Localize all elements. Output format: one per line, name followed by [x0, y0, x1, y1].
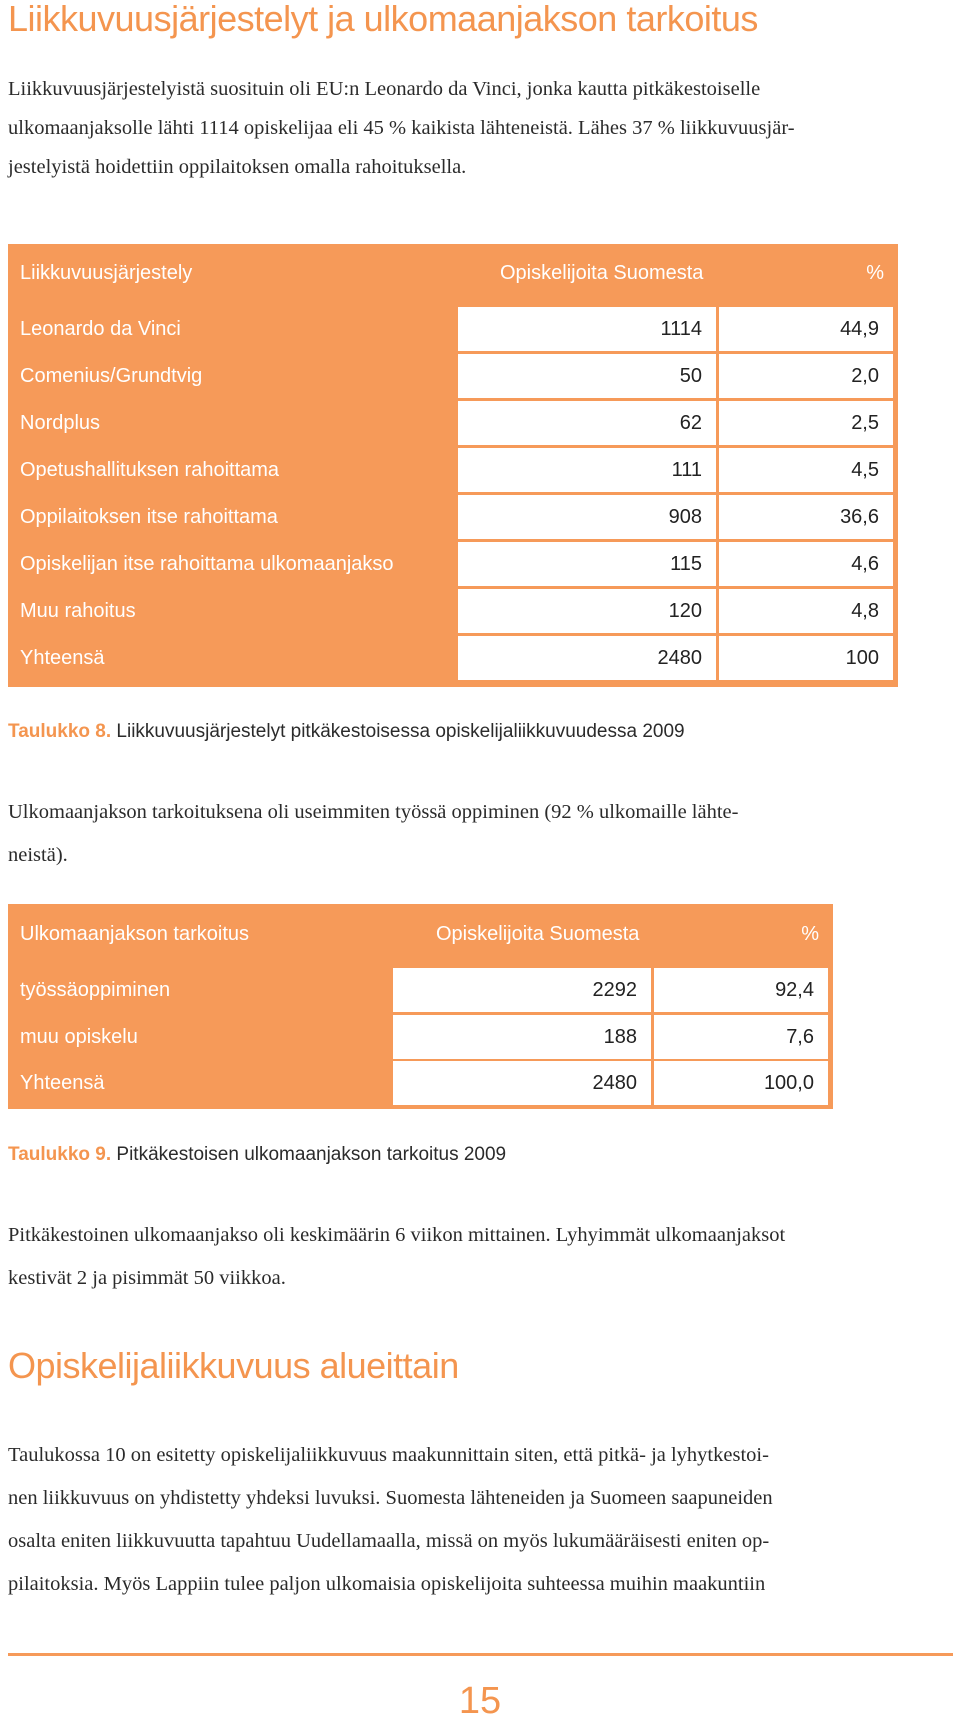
row-count: 50 — [458, 354, 716, 398]
table-row — [8, 968, 833, 1012]
row-percent: 36,6 — [719, 495, 893, 539]
table-row — [8, 448, 898, 492]
row-label: Yhteensä — [20, 647, 105, 669]
purpose-paragraph — [8, 791, 953, 877]
intro-line: jestelyistä hoidettiin oppilaitoksen omalla rahoituksella. — [8, 156, 467, 178]
table-9-caption — [8, 1144, 506, 1166]
row-count: 1114 — [458, 307, 716, 351]
table-row — [8, 401, 898, 445]
row-percent: 44,9 — [719, 307, 893, 351]
header-percent: % — [866, 262, 884, 284]
region-line: nen liikkuvuus on yhdistetty yhdeksi luvuksi. Suomesta lähteneiden ja Suomeen saapuneiden — [8, 1487, 773, 1509]
table-row-total — [8, 636, 898, 680]
row-label: Comenius/Grundtvig — [20, 365, 203, 387]
row-count: 908 — [458, 495, 716, 539]
row-label: Opetushallituksen rahoittama — [20, 459, 280, 481]
row-count: 115 — [458, 542, 716, 586]
row-count: 2480 — [393, 1061, 651, 1105]
section-heading: Liikkuvuusjärjestelyt ja ulkomaanjakson tarkoitus — [8, 0, 758, 39]
row-label: Leonardo da Vinci — [20, 318, 181, 340]
row-percent: 92,4 — [654, 968, 828, 1012]
table-row — [8, 1015, 833, 1059]
section-heading-2: Opiskelijaliikkuvuus alueittain — [8, 1345, 459, 1386]
row-count: 2292 — [393, 968, 651, 1012]
row-percent: 7,6 — [654, 1015, 828, 1059]
row-label: työssäoppiminen — [20, 979, 171, 1001]
row-count: 120 — [458, 589, 716, 633]
table-row — [8, 495, 898, 539]
caption-number: Taulukko 9. — [8, 1144, 112, 1165]
row-percent: 100 — [719, 636, 893, 680]
region-paragraph — [8, 1434, 953, 1606]
intro-line: Liikkuvuusjärjestelyistä suosituin oli EU:n Leonardo da Vinci, jonka kautta pitkäkestoiselle — [8, 78, 761, 100]
region-line: osalta eniten liikkuvuutta tapahtuu Uudellamaalla, missä on myös lukumääräisesti eniten op- — [8, 1530, 770, 1552]
duration-line: kestivät 2 ja pisimmät 50 viikkoa. — [8, 1267, 286, 1289]
purpose-line: neistä). — [8, 844, 68, 866]
table-8 — [8, 244, 898, 687]
table-row — [8, 542, 898, 586]
table-header-row — [8, 912, 833, 956]
row-label: Opiskelijan itse rahoittama ulkomaanjakso — [20, 553, 394, 575]
table-row — [8, 354, 898, 398]
table-row-total — [8, 1061, 833, 1105]
region-line: Taulukossa 10 on esitetty opiskelijaliikkuvuus maakunnittain siten, että pitkä- ja lyhytkestoi- — [8, 1444, 769, 1466]
region-line: pilaitoksia. Myös Lappiin tulee paljon ulkomaisia opiskelijoita suhteessa muihin maakuntiin — [8, 1573, 766, 1595]
duration-line: Pitkäkestoinen ulkomaanjakso oli keskimäärin 6 viikon mittainen. Lyhyimmät ulkomaanjaksot — [8, 1224, 786, 1246]
table-8-caption — [8, 721, 685, 743]
row-percent: 4,6 — [719, 542, 893, 586]
row-label: Muu rahoitus — [20, 600, 136, 622]
table-row — [8, 589, 898, 633]
row-percent: 4,8 — [719, 589, 893, 633]
header-purpose: Ulkomaanjakson tarkoitus — [20, 923, 249, 945]
duration-paragraph — [8, 1214, 953, 1300]
header-arrangement: Liikkuvuusjärjestely — [20, 262, 193, 284]
header-percent: % — [801, 923, 819, 945]
header-students: Opiskelijoita Suomesta — [436, 923, 640, 945]
header-students: Opiskelijoita Suomesta — [500, 262, 704, 284]
row-label: Yhteensä — [20, 1072, 105, 1094]
row-count: 2480 — [458, 636, 716, 680]
page-number: 15 — [458, 1680, 502, 1722]
caption-number: Taulukko 8. — [8, 721, 112, 742]
intro-line: ulkomaanjaksolle lähti 1114 opiskelijaa eli 45 % kaikista lähteneistä. Lähes 37 % liikkuvuusjär- — [8, 117, 795, 139]
row-count: 111 — [458, 448, 716, 492]
table-9 — [8, 904, 833, 1109]
row-label: muu opiskelu — [20, 1026, 138, 1048]
row-label: Oppilaitoksen itse rahoittama — [20, 506, 278, 528]
footer-rule — [8, 1653, 953, 1656]
caption-text: Pitkäkestoisen ulkomaanjakson tarkoitus 2009 — [111, 1144, 507, 1165]
caption-text: Liikkuvuusjärjestelyt pitkäkestoisessa opiskelijaliikkuvuudessa 2009 — [111, 721, 685, 742]
row-label: Nordplus — [20, 412, 101, 434]
row-count: 188 — [393, 1015, 651, 1059]
intro-paragraph — [8, 70, 953, 187]
row-percent: 2,0 — [719, 354, 893, 398]
table-header-row — [8, 251, 898, 295]
row-percent: 4,5 — [719, 448, 893, 492]
row-percent: 2,5 — [719, 401, 893, 445]
row-count: 62 — [458, 401, 716, 445]
purpose-line: Ulkomaanjakson tarkoituksena oli useimmiten työssä oppiminen (92 % ulkomaille lähte- — [8, 801, 739, 823]
table-row — [8, 307, 898, 351]
row-percent: 100,0 — [654, 1061, 828, 1105]
